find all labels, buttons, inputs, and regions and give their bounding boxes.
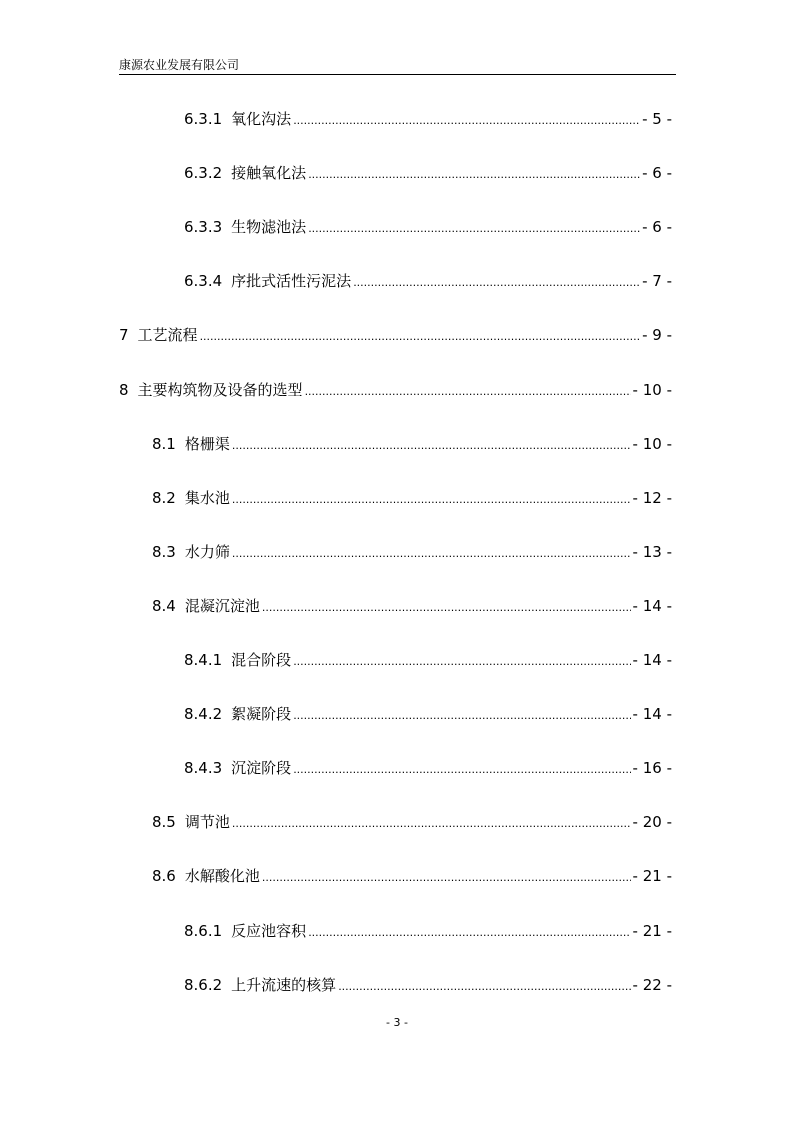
- toc-entry-number: 8.5: [152, 813, 176, 831]
- toc-dot-leader: [232, 436, 631, 456]
- toc-entry-number: 6.3.4: [184, 272, 223, 290]
- toc-entry-title: 生物滤池法: [231, 218, 307, 236]
- toc-entry-page: - 21 -: [632, 867, 672, 885]
- page-header: [119, 56, 676, 75]
- toc-entry[interactable]: [184, 650, 672, 672]
- toc-entry-number: 8.4: [152, 597, 176, 615]
- toc-entry[interactable]: [184, 217, 672, 239]
- toc-entry-title: 工艺流程: [137, 326, 198, 344]
- toc-dot-leader: [293, 760, 630, 780]
- toc-entry[interactable]: [152, 488, 672, 510]
- toc-dot-leader: [305, 382, 631, 402]
- toc-entry[interactable]: [119, 325, 672, 347]
- toc-entry[interactable]: [152, 542, 672, 564]
- toc-dot-leader: [293, 111, 640, 131]
- toc-entry-page: - 14 -: [632, 597, 672, 615]
- toc-dot-leader: [232, 544, 631, 564]
- page-footer: [0, 1016, 794, 1030]
- toc-entry-page: - 14 -: [632, 705, 672, 723]
- toc-entry-number: 8.6.1: [184, 922, 223, 940]
- toc-entry-title: 反应池容积: [231, 922, 307, 940]
- toc-dot-leader: [293, 652, 630, 672]
- toc-entry-number: 7: [119, 326, 129, 344]
- toc-entry-number: 6.3.3: [184, 218, 223, 236]
- toc-entry[interactable]: [184, 921, 672, 943]
- toc-dot-leader: [308, 923, 630, 943]
- toc-entry-number: 8.4.1: [184, 651, 223, 669]
- toc-entry-page: - 7 -: [642, 272, 672, 290]
- toc-entry-title: 水力筛: [184, 543, 230, 561]
- toc-entry-page: - 12 -: [632, 489, 672, 507]
- toc-entry-title: 絮凝阶段: [231, 705, 292, 723]
- toc-dot-leader: [232, 490, 631, 510]
- toc-entry-title: 上升流速的核算: [231, 976, 337, 994]
- toc-entry[interactable]: [152, 434, 672, 456]
- toc-entry-page: - 21 -: [632, 922, 672, 940]
- toc-entry-number: 8.3: [152, 543, 176, 561]
- toc-entry-title: 混凝沉淀池: [184, 597, 260, 615]
- toc-entry[interactable]: [184, 975, 672, 997]
- toc-entry[interactable]: [184, 758, 672, 780]
- toc-entry-title: 混合阶段: [231, 651, 292, 669]
- toc-entry-page: - 22 -: [632, 976, 672, 994]
- toc-entry-title: 氧化沟法: [231, 110, 292, 128]
- toc-entry[interactable]: [119, 380, 672, 402]
- toc-entry-number: 8.6.2: [184, 976, 223, 994]
- toc-entry-title: 沉淀阶段: [231, 759, 292, 777]
- toc-entry-title: 集水池: [184, 489, 230, 507]
- toc-entry-number: 8: [119, 381, 129, 399]
- toc-dot-leader: [338, 977, 630, 997]
- toc-entry-page: - 20 -: [632, 813, 672, 831]
- toc-entry-page: - 5 -: [642, 110, 672, 128]
- toc-entry-number: 6.3.1: [184, 110, 223, 128]
- toc-entry-page: - 13 -: [632, 543, 672, 561]
- toc-dot-leader: [293, 706, 630, 726]
- toc-dot-leader: [308, 219, 640, 239]
- toc-entry-number: 8.1: [152, 435, 176, 453]
- toc-entry-page: - 9 -: [642, 326, 672, 344]
- toc-entry[interactable]: [152, 812, 672, 834]
- toc-entry[interactable]: [152, 866, 672, 888]
- toc-dot-leader: [308, 165, 640, 185]
- toc-entry-page: - 6 -: [642, 164, 672, 182]
- footer-page-number: - 3 -: [386, 1016, 408, 1029]
- toc-entry-title: 格栅渠: [184, 435, 230, 453]
- toc-entry-page: - 14 -: [632, 651, 672, 669]
- toc-dot-leader: [232, 814, 631, 834]
- toc-entry-title: 水解酸化池: [184, 867, 260, 885]
- header-company-name: 康源农业发展有限公司: [119, 58, 240, 72]
- toc-entry-page: - 10 -: [632, 381, 672, 399]
- toc-dot-leader: [353, 273, 640, 293]
- toc-entry-number: 8.4.3: [184, 759, 223, 777]
- toc-entry-number: 8.6: [152, 867, 176, 885]
- toc-entry-page: - 16 -: [632, 759, 672, 777]
- toc-entry[interactable]: [184, 704, 672, 726]
- toc-entry[interactable]: [184, 271, 672, 293]
- toc-entry-title: 序批式活性污泥法: [231, 272, 352, 290]
- toc-dot-leader: [262, 868, 631, 888]
- toc-entry-number: 8.4.2: [184, 705, 223, 723]
- toc-entry-page: - 10 -: [632, 435, 672, 453]
- toc-entry[interactable]: [184, 109, 672, 131]
- toc-entry-number: 6.3.2: [184, 164, 223, 182]
- toc-dot-leader: [200, 327, 641, 347]
- toc-entry-number: 8.2: [152, 489, 176, 507]
- toc-entry[interactable]: [152, 596, 672, 618]
- toc-dot-leader: [262, 598, 631, 618]
- toc-entry[interactable]: [184, 163, 672, 185]
- toc-entry-title: 调节池: [184, 813, 230, 831]
- toc-entry-page: - 6 -: [642, 218, 672, 236]
- toc-entry-title: 接触氧化法: [231, 164, 307, 182]
- toc-entry-title: 主要构筑物及设备的选型: [137, 381, 303, 399]
